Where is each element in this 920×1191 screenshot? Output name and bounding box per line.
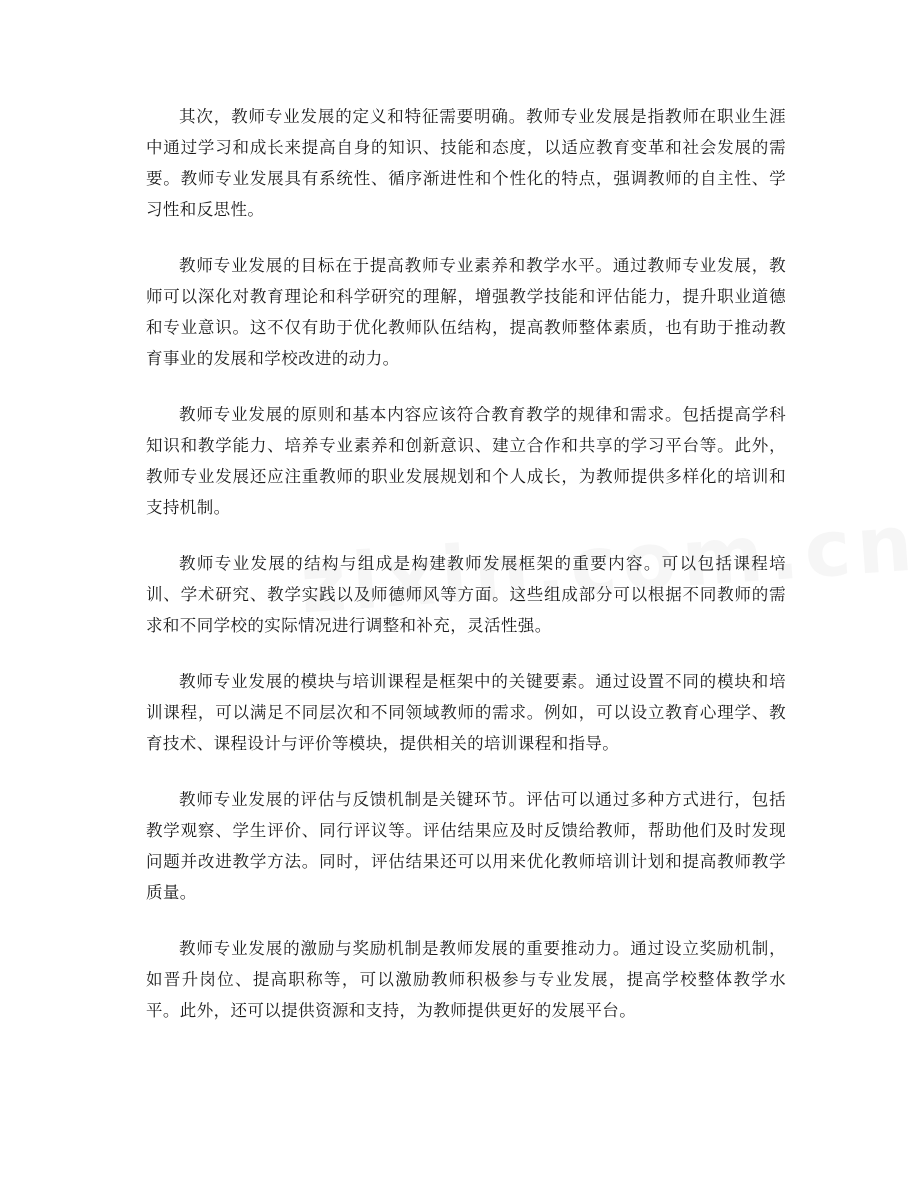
paragraph-2: 教师专业发展的目标在于提高教师专业素养和教学水平。通过教师专业发展，教师可以深化对教育理论和科学研究的理解，增强教学技能和评估能力，提升职业道德和专业意识。这不仅有助于优化教师队伍结构，提高教师整体素质，也有助于推动教育事业的发展和学校改进的动力。	[146, 256, 786, 368]
document-body	[146, 101, 786, 1051]
paragraph-4: 教师专业发展的结构与组成是构建教师发展框架的重要内容。可以包括课程培训、学术研究、教学实践以及师德师风等方面。这些组成部分可以根据不同教师的需求和不同学校的实际情况进行调整和补充，灵活性强。	[146, 554, 786, 635]
paragraph-6: 教师专业发展的评估与反馈机制是关键环节。评估可以通过多种方式进行，包括教学观察、学生评价、同行评议等。评估结果应及时反馈给教师，帮助他们及时发现问题并改进教学方法。同时，评估结果还可以用来优化教师培训计划和提高教师教学质量。	[146, 790, 786, 902]
paragraph-1: 其次，教师专业发展的定义和特征需要明确。教师专业发展是指教师在职业生涯中通过学习和成长来提高自身的知识、技能和态度，以适应教育变革和社会发展的需要。教师专业发展具有系统性、循序渐进性和个性化的特点，强调教师的自主性、学习性和反思性。	[146, 107, 786, 219]
paragraph-7: 教师专业发展的激励与奖励机制是教师发展的重要推动力。通过设立奖励机制，如晋升岗位、提高职称等，可以激励教师积极参与专业发展，提高学校整体教学水平。此外，还可以提供资源和支持，为教师提供更好的发展平台。	[146, 939, 786, 1020]
paragraph-5: 教师专业发展的模块与培训课程是框架中的关键要素。通过设置不同的模块和培训课程，可以满足不同层次和不同领域教师的需求。例如，可以设立教育心理学、教育技术、课程设计与评价等模块，提供相关的培训课程和指导。	[146, 672, 786, 753]
paragraph-3: 教师专业发展的原则和基本内容应该符合教育教学的规律和需求。包括提高学科知识和教学能力、培养专业素养和创新意识、建立合作和共享的学习平台等。此外，教师专业发展还应注重教师的职业发展规划和个人成长，为教师提供多样化的培训和支持机制。	[146, 405, 786, 517]
